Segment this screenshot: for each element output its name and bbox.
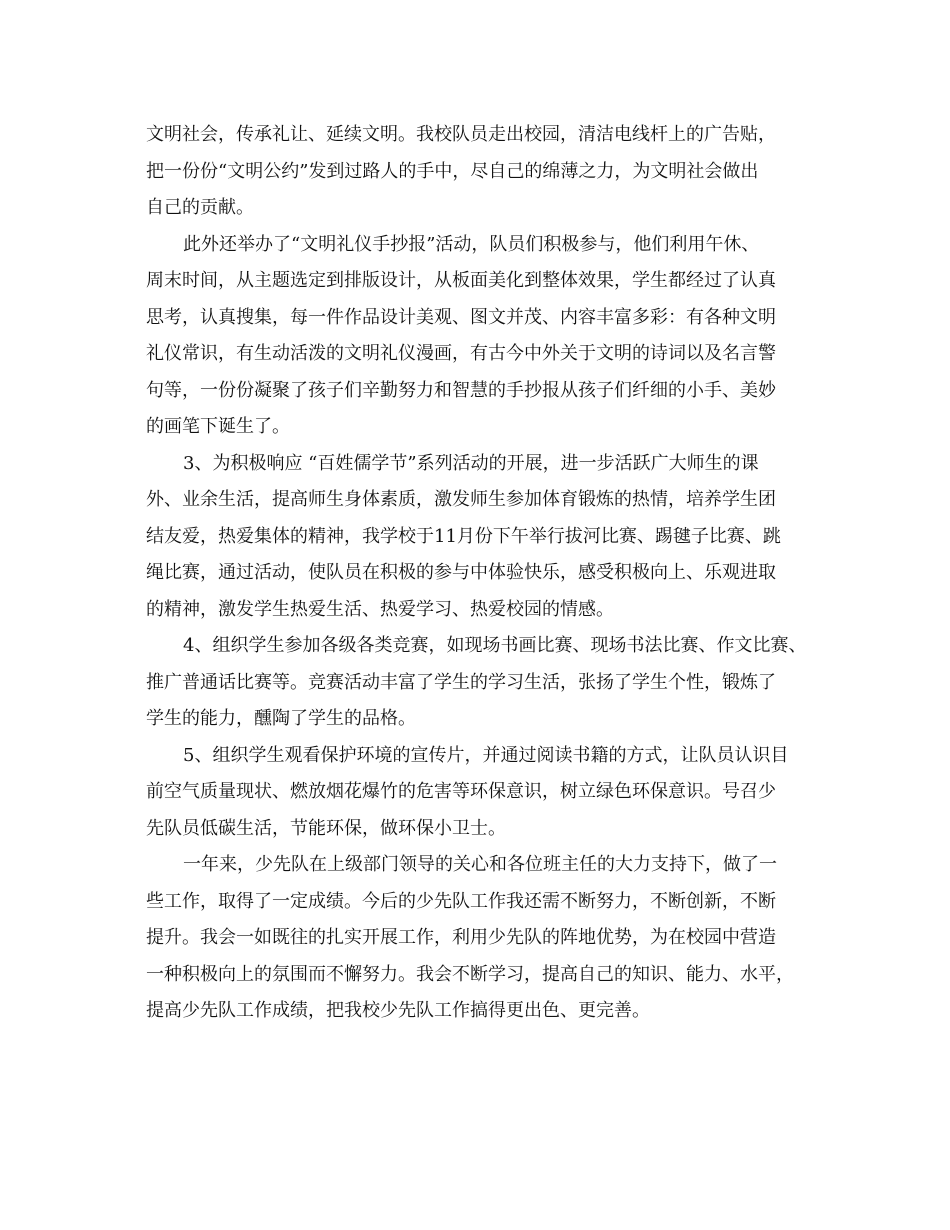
text-line: 5、组织学生观看保护环境的宣传片，并通过阅读书籍的方式，让队员认识目 [183, 744, 789, 766]
text-line: 此外还举办了“文明礼仪手抄报”活动，队员们积极参与，他们利用午休、 [183, 233, 760, 255]
text-line: 推广普通话比赛等。竞赛活动丰富了学生的学习生活，张扬了学生个性，锻炼了 [146, 671, 776, 693]
text-line: 的精神，激发学生热爱生活、热爱学习、热爱校园的情感。 [146, 598, 614, 620]
text-line: 些工作，取得了一定成绩。今后的少先队工作我还需不断努力，不断创新，不断 [146, 890, 776, 912]
text-line: 结友爱，热爱集体的精神，我学校于11月份下午举行拔河比赛、踢毽子比赛、跳 [146, 525, 781, 547]
text-line: 提升。我会一如既往的扎实开展工作，利用少先队的阵地优势，为在校园中营造 [146, 927, 776, 948]
paragraph-civilized-society [146, 117, 826, 227]
paragraph-handwritten-newspaper [146, 227, 826, 446]
paragraph-item-4 [146, 628, 826, 738]
text-line: 外、业余生活，提高师生身体素质，激发师生参加体育锻炼的热情，培养学生团 [146, 489, 776, 510]
text-line: 一种积极向上的氛围而不懈努力。我会不断学习，提高自己的知识、能力、水平， [146, 963, 794, 985]
text-line: 思考，认真搜集，每一件作品设计美观、图文并茂、内容丰富多彩：有各种文明 [146, 306, 776, 328]
text-line: 先队员低碳生活，节能环保，做环保小卫士。 [146, 817, 506, 839]
text-line: 周末时间，从主题选定到排版设计，从板面美化到整体效果，学生都经过了认真 [146, 270, 776, 291]
text-line: 4、组织学生参加各级各类竞赛，如现场书画比赛、现场书法比赛、作文比赛、 [183, 635, 807, 656]
text-line: 前空气质量现状、燃放烟花爆竹的危害等环保意识，树立绿色环保意识。号召少 [146, 781, 776, 802]
text-line: 学生的能力，醺陶了学生的品格。 [146, 708, 416, 729]
text-line: 礼仪常识，有生动活泼的文明礼仪漫画，有古今中外关于文明的诗词以及名言警 [146, 343, 776, 364]
paragraph-conclusion [146, 847, 826, 1030]
text-line: 的画笔下诞生了。 [146, 416, 290, 437]
text-line: 绳比赛，通过活动，使队员在积极的参与中体验快乐，感受积极向上、乐观进取 [146, 562, 776, 583]
text-line: 一年来，少先队在上级部门领导的关心和各位班主任的大力支持下，做了一 [183, 854, 777, 875]
paragraph-item-5 [146, 738, 826, 848]
paragraph-item-3 [146, 446, 826, 629]
document-body [146, 117, 826, 1030]
text-line: 把一份份“文明公约”发到过路人的手中，尽自己的绵薄之力，为文明社会做出 [146, 160, 759, 182]
text-line: 句等，一份份凝聚了孩子们辛勤努力和智慧的手抄报从孩子们纤细的小手、美妙 [146, 379, 776, 401]
text-line: 3、为积极响应 “百姓儒学节”系列活动的开展，进一步活跃广大师生的课 [183, 452, 759, 474]
text-line: 自己的贡献。 [146, 197, 254, 218]
text-line: 提高少先队工作成绩，把我校少先队工作搞得更出色、更完善。 [146, 1000, 650, 1021]
text-line: 文明社会，传承礼让、延续文明。我校队员走出校园，清洁电线杆上的广告贴， [146, 124, 776, 145]
